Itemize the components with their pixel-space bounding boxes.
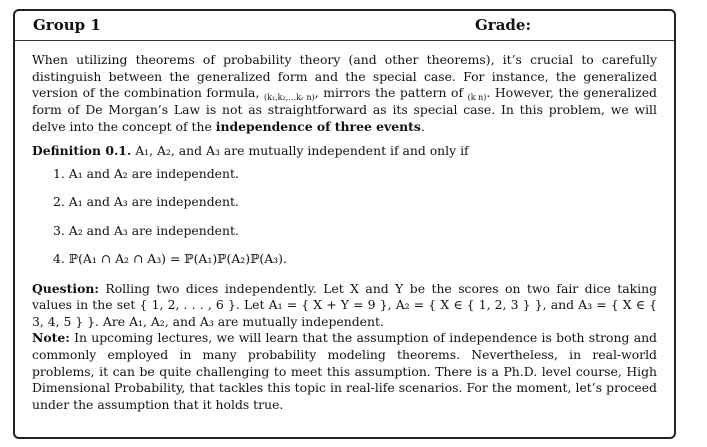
note-label: Note: [32, 330, 70, 346]
binom-general: (k₁,k₂,…kᵣ n) [263, 93, 315, 103]
intro-bold-term: independence of three events [215, 118, 421, 134]
intro-text-2: , mirrors the pattern of [314, 85, 468, 101]
intro-text-3: . However, the generalized form of De Morgan’s Law is not as straightforward as its special case. In this problem, we will delve into the concept of the [32, 85, 657, 134]
intro-text-4: . [420, 118, 425, 134]
definition-text: A₁, A₂, and A₃ are mutually independent if and only if [131, 143, 469, 159]
list-item: 3. A₂ and A₃ are independent. [53, 222, 239, 238]
intro-text-1: When utilizing theorems of probability theory (and other theorems), it’s crucial to carefully distinguish between the generalized form and the special case. For instance, the generalized version of the combination formula, [32, 52, 657, 101]
card-body [15, 41, 674, 413]
card-header [15, 11, 674, 41]
intro-paragraph [32, 52, 657, 135]
list-item: 2. A₁ and A₃ are independent. [53, 194, 239, 210]
list-item: 4. ℙ(A₁ ∩ A₂ ∩ A₃) = ℙ(A₁)ℙ(A₂)ℙ(A₃). [53, 251, 287, 267]
grade-label: Grade: [475, 16, 532, 34]
question-paragraph [32, 281, 657, 331]
definition-label: Definition 0.1. [32, 143, 132, 159]
problem-card [13, 9, 676, 439]
group-label: Group 1 [33, 16, 101, 34]
definition-list [32, 166, 657, 280]
note-paragraph [32, 330, 657, 413]
question-label: Question: [32, 280, 99, 296]
binom-special: (k n) [467, 93, 487, 103]
note-text: In upcoming lectures, we will learn that the assumption of independence is both strong and commonly employed in many probability modeling theorems. Nevertheless, in real-world problems, it can be quite challenging to meet this assumption. There is a Ph.D. level course, High Dimensional Probability, that tackles this topic in real-life scenarios. For the moment, let’s proceed under the assumption that it holds true. [32, 330, 657, 412]
question-text: Rolling two dices independently. Let X and Y be the scores on two fair dice taking values in the set { 1, 2, . . . , 6 }. Let A₁ = { X + Y = 9 }, A₂ = { X ∈ { 1, 2, 3 } }, and A₃ = { X ∈ { 3, 4, 5 } }. Are A₁, A₂, and A₃ are mutually independent. [32, 280, 657, 329]
list-item: 1. A₁ and A₂ are independent. [53, 165, 239, 181]
definition-line [32, 143, 657, 160]
